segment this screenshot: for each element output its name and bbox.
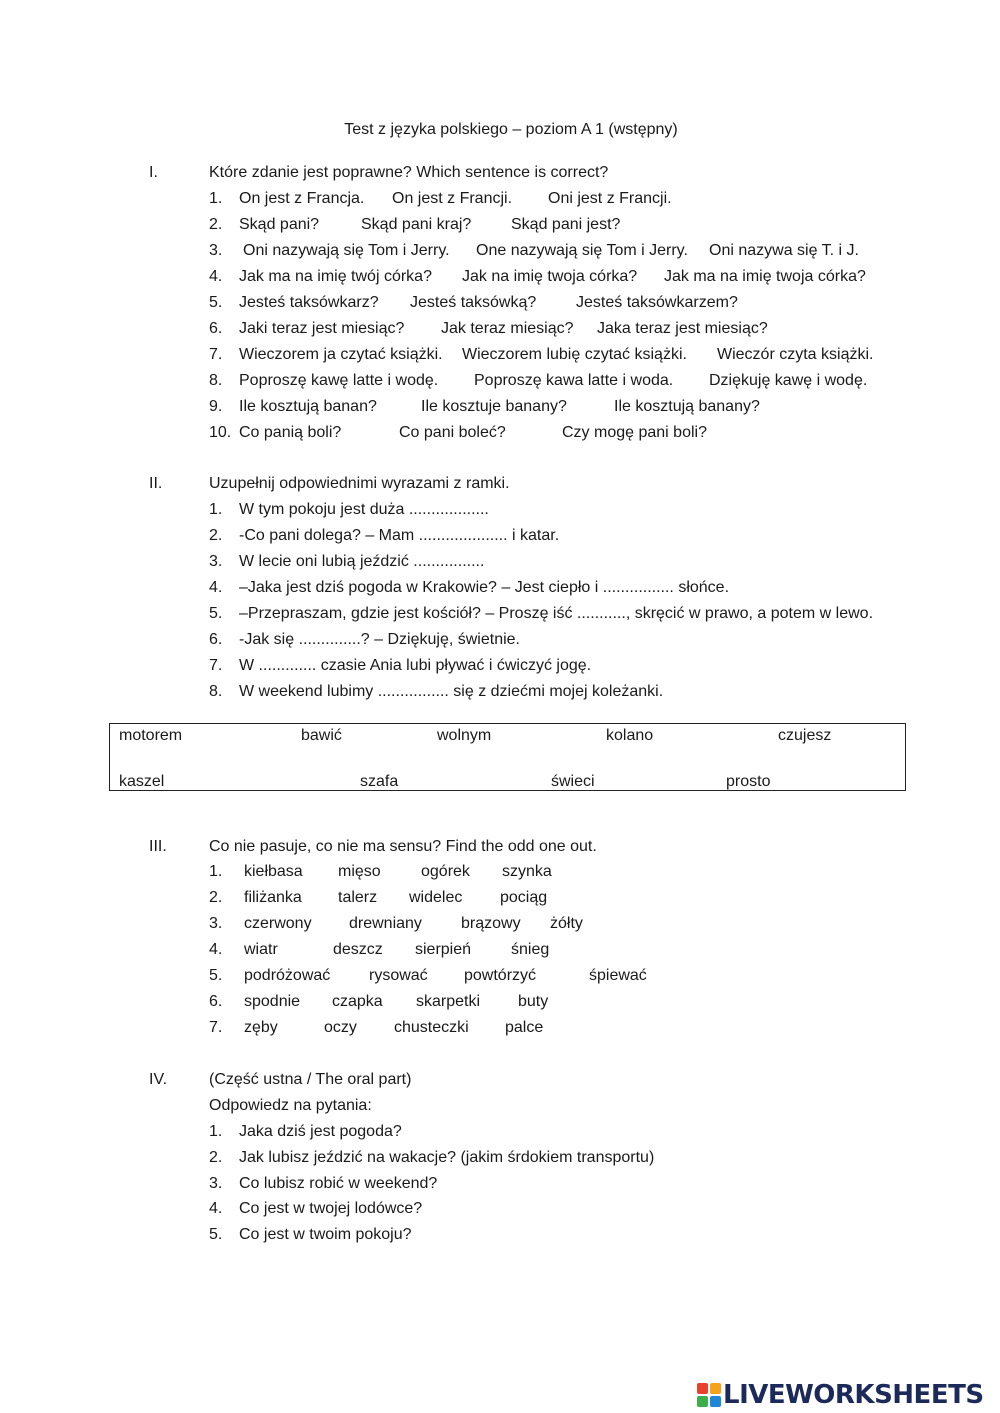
answer-option[interactable]: Jesteś taksówką? <box>410 294 537 311</box>
section-4-number: IV. <box>149 1071 168 1088</box>
fill-in-sentence[interactable]: W weekend lubimy ................ się z dziećmi mojej koleżanki. <box>239 683 664 700</box>
item-number: 9. <box>209 398 223 415</box>
odd-word-option[interactable]: brązowy <box>461 915 521 932</box>
item-number: 6. <box>209 993 223 1010</box>
oral-question: Co jest w twoim pokoju? <box>239 1226 412 1243</box>
item-number: 5. <box>209 605 223 622</box>
answer-option[interactable]: Skąd pani? <box>239 216 320 233</box>
odd-word-option[interactable]: szynka <box>502 863 552 880</box>
odd-word-option[interactable]: wiatr <box>244 941 278 958</box>
answer-option[interactable]: Jesteś taksówkarzem? <box>576 294 738 311</box>
section-1-number: I. <box>149 164 158 181</box>
item-number: 5. <box>209 1226 223 1243</box>
odd-word-option[interactable]: deszcz <box>333 941 383 958</box>
answer-option[interactable]: Oni nazywają się Tom i Jerry. <box>243 242 450 259</box>
answer-option[interactable]: Jak na imię twoja córka? <box>462 268 638 285</box>
item-number: 7. <box>209 346 223 363</box>
oral-question: Jak lubisz jeździć na wakacje? (jakim śrdokiem transportu) <box>239 1149 655 1166</box>
item-number: 1. <box>209 501 223 518</box>
fill-in-sentence[interactable]: -Jak się ..............? – Dziękuję, świetnie. <box>239 631 520 648</box>
item-number: 2. <box>209 1149 223 1166</box>
odd-word-option[interactable]: rysować <box>369 967 428 984</box>
answer-option[interactable]: One nazywają się Tom i Jerry. <box>476 242 688 259</box>
odd-word-option[interactable]: kiełbasa <box>244 863 303 880</box>
answer-option[interactable]: Ile kosztują banany? <box>614 398 760 415</box>
item-number: 4. <box>209 1200 223 1217</box>
liveworksheets-logo-icon <box>697 1383 721 1407</box>
oral-question: Jaka dziś jest pogoda? <box>239 1123 402 1140</box>
answer-option[interactable]: Czy mogę pani boli? <box>562 424 707 441</box>
answer-option[interactable]: Jaki teraz jest miesiąc? <box>239 320 405 337</box>
word-bank-word: bawić <box>301 727 342 744</box>
item-number: 6. <box>209 631 223 648</box>
word-bank-word: czujesz <box>778 727 832 744</box>
word-bank-word: kolano <box>606 727 654 744</box>
item-number: 6. <box>209 320 223 337</box>
odd-word-option[interactable]: zęby <box>244 1019 278 1036</box>
item-number: 4. <box>209 941 223 958</box>
item-number: 4. <box>209 579 223 596</box>
liveworksheets-logo <box>697 1378 984 1412</box>
fill-in-sentence[interactable]: W tym pokoju jest duża .................. <box>239 501 489 518</box>
item-number: 10. <box>209 424 232 441</box>
answer-option[interactable]: Wieczór czyta książki. <box>717 346 874 363</box>
word-bank-word: kaszel <box>119 773 165 790</box>
word-bank-word: prosto <box>726 773 771 790</box>
odd-word-option[interactable]: powtórzyć <box>464 967 537 984</box>
answer-option[interactable]: Jaka teraz jest miesiąc? <box>597 320 768 337</box>
logo-wordmark: LIVEWORKSHEETS <box>723 1380 984 1410</box>
word-bank-box <box>109 723 906 791</box>
answer-option[interactable]: On jest z Francja. <box>239 190 365 207</box>
item-number: 3. <box>209 1175 223 1192</box>
fill-in-sentence[interactable]: –Jaka jest dziś pogoda w Krakowie? – Jest ciepło i ................ słońce. <box>239 579 730 596</box>
odd-word-option[interactable]: palce <box>505 1019 544 1036</box>
odd-word-option[interactable]: spodnie <box>244 993 301 1010</box>
item-number: 8. <box>209 683 223 700</box>
answer-option[interactable]: Co pani boleć? <box>399 424 506 441</box>
item-number: 3. <box>209 915 223 932</box>
answer-option[interactable]: Ile kosztuje banany? <box>421 398 567 415</box>
odd-word-option[interactable]: śpiewać <box>589 967 647 984</box>
word-bank-word: świeci <box>551 773 595 790</box>
section-2-number: II. <box>149 475 163 492</box>
answer-option[interactable]: Skąd pani jest? <box>511 216 621 233</box>
item-number: 7. <box>209 657 223 674</box>
answer-option[interactable]: Wieczorem ja czytać książki. <box>239 346 443 363</box>
item-number: 3. <box>209 553 223 570</box>
item-number: 3. <box>209 242 223 259</box>
odd-word-option[interactable]: mięso <box>338 863 381 880</box>
item-number: 5. <box>209 967 223 984</box>
section-4-subheading: Odpowiedz na pytania: <box>209 1097 372 1114</box>
odd-word-option[interactable]: talerz <box>338 889 378 906</box>
answer-option[interactable]: Oni jest z Francji. <box>548 190 672 207</box>
answer-option[interactable]: Poproszę kawę latte i wodę. <box>239 372 439 389</box>
item-number: 2. <box>209 527 223 544</box>
odd-word-option[interactable]: żółty <box>550 915 583 932</box>
item-number: 2. <box>209 889 223 906</box>
odd-word-option[interactable]: sierpień <box>415 941 472 958</box>
item-number: 2. <box>209 216 223 233</box>
word-bank-word: wolnym <box>437 727 492 744</box>
page-title: Test z języka polskiego – poziom A 1 (wstępny) <box>344 121 678 138</box>
word-bank-word: motorem <box>119 727 183 744</box>
fill-in-sentence[interactable]: W ............. czasie Ania lubi pływać i ćwiczyć jogę. <box>239 657 592 674</box>
answer-option[interactable]: Ile kosztują banan? <box>239 398 377 415</box>
item-number: 1. <box>209 863 223 880</box>
answer-option[interactable]: Poproszę kawa latte i woda. <box>474 372 674 389</box>
item-number: 4. <box>209 268 223 285</box>
answer-option[interactable]: Skąd pani kraj? <box>361 216 472 233</box>
item-number: 5. <box>209 294 223 311</box>
section-4-heading: (Część ustna / The oral part) <box>209 1071 412 1088</box>
odd-word-option[interactable]: filiżanka <box>244 889 302 906</box>
fill-in-sentence[interactable]: –Przepraszam, gdzie jest kościół? – Proszę iść ..........., skręcić w prawo, a potem w lewo. <box>239 605 874 622</box>
answer-option[interactable]: Jak ma na imię twój córka? <box>239 268 432 285</box>
answer-option[interactable]: Jesteś taksówkarz? <box>239 294 379 311</box>
answer-option[interactable]: Oni nazywa się T. i J. <box>709 242 859 259</box>
item-number: 1. <box>209 1123 223 1140</box>
answer-option[interactable]: Jak ma na imię twoja córka? <box>664 268 866 285</box>
answer-option[interactable]: Co panią boli? <box>239 424 342 441</box>
oral-question: Co jest w twojej lodówce? <box>239 1200 423 1217</box>
odd-word-option[interactable]: czerwony <box>244 915 312 932</box>
odd-word-option[interactable]: buty <box>518 993 549 1010</box>
answer-option[interactable]: Dziękuję kawę i wodę. <box>709 372 868 389</box>
item-number: 8. <box>209 372 223 389</box>
odd-word-option[interactable]: skarpetki <box>416 993 481 1010</box>
odd-word-option[interactable]: ogórek <box>421 863 470 880</box>
odd-word-option[interactable]: drewniany <box>349 915 422 932</box>
answer-option[interactable]: On jest z Francji. <box>392 190 513 207</box>
item-number: 7. <box>209 1019 223 1036</box>
fill-in-sentence[interactable]: W lecie oni lubią jeździć ................ <box>239 553 485 570</box>
section-3-number: III. <box>149 838 167 855</box>
answer-option[interactable]: Wieczorem lubię czytać książki. <box>462 346 687 363</box>
odd-word-option[interactable]: oczy <box>324 1019 357 1036</box>
fill-in-sentence[interactable]: -Co pani dolega? – Mam .................... i katar. <box>239 527 560 544</box>
odd-word-option[interactable]: pociąg <box>500 889 548 906</box>
odd-word-option[interactable]: widelec <box>409 889 463 906</box>
item-number: 1. <box>209 190 223 207</box>
odd-word-option[interactable]: śnieg <box>511 941 550 958</box>
word-bank-word: szafa <box>360 773 399 790</box>
odd-word-option[interactable]: podróżować <box>244 967 331 984</box>
odd-word-option[interactable]: chusteczki <box>394 1019 469 1036</box>
section-1-heading: Które zdanie jest poprawne? Which sentence is correct? <box>209 164 609 181</box>
section-3-heading: Co nie pasuje, co nie ma sensu? Find the odd one out. <box>209 838 597 855</box>
section-2-heading: Uzupełnij odpowiednimi wyrazami z ramki. <box>209 475 510 492</box>
odd-word-option[interactable]: czapka <box>332 993 383 1010</box>
oral-question: Co lubisz robić w weekend? <box>239 1175 438 1192</box>
answer-option[interactable]: Jak teraz miesiąc? <box>441 320 574 337</box>
